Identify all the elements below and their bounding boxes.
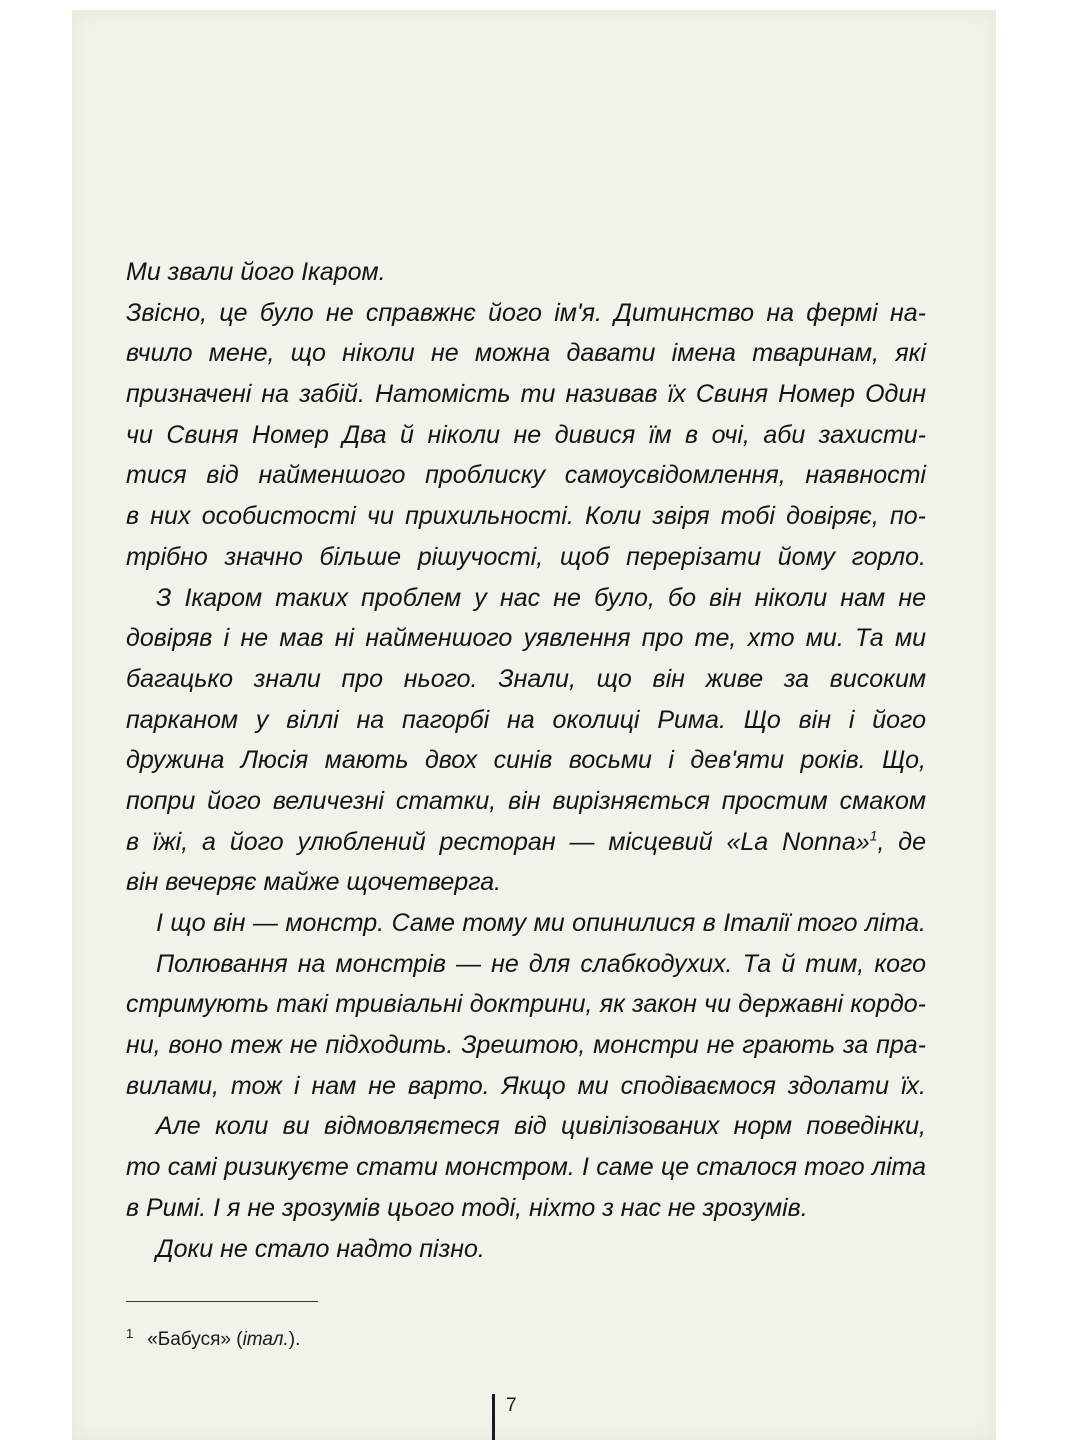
book-page bbox=[72, 10, 996, 1440]
text-line: призначені на забій. Натомість ти називав їх Свиня Номер Один bbox=[126, 380, 926, 409]
text-line: Але коли ви відмовляєтеся від цивілізованих норм поведінки, bbox=[156, 1112, 926, 1141]
text-line-with-footnote bbox=[126, 822, 926, 863]
text-line: Звісно, це було не справжнє його ім'я. Дитинство на фермі на- bbox=[126, 298, 926, 327]
text-line: Доки не стало надто пізно. bbox=[156, 1234, 485, 1263]
text-line: З Ікаром таких проблем у нас не було, бо він ніколи нам не bbox=[156, 583, 926, 612]
text-line: в них особистості чи прихильності. Коли звіря тобі довіряє, по- bbox=[126, 502, 926, 531]
text-line: стримують такі тривіальні доктрини, як закон чи державні кордо- bbox=[126, 990, 926, 1019]
footnote-close: ). bbox=[288, 1329, 301, 1350]
footnote bbox=[126, 1325, 301, 1351]
footnote-mark: 1 bbox=[126, 1325, 134, 1341]
text-segment: в їжі, а його улюблений ресторан — місцевий «La Nonna» bbox=[126, 827, 870, 856]
footnote-abbreviation: італ. bbox=[242, 1329, 289, 1350]
text-line: довіряв і не мав ні найменшого уявлення про те, хто ми. Та ми bbox=[126, 624, 926, 653]
main-text bbox=[126, 252, 926, 1269]
text-line: ни, воно теж не підходить. Зрештою, монстри не грають за пра- bbox=[126, 1031, 926, 1060]
text-line: парканом у віллі на пагорбі на околиці Рима. Що він і його bbox=[126, 705, 926, 734]
text-line: дружина Люсія мають двох синів восьми і дев'яти років. Що, bbox=[126, 746, 926, 775]
text-line: І що він — монстр. Саме тому ми опинилися в Італії того літа. bbox=[156, 909, 926, 937]
footnote-text: «Бабуся» ( bbox=[147, 1329, 243, 1350]
text-line: Полювання на монстрів — не для слабкодухих. Та й тим, кого bbox=[156, 949, 926, 978]
text-line: багацько знали про нього. Знали, що він живе за високим bbox=[126, 664, 926, 693]
page-number: 7 bbox=[506, 1395, 517, 1416]
text-line: то самі ризикуєте стати монстром. І саме це сталося того літа bbox=[126, 1153, 926, 1182]
footnote-reference: 1 bbox=[869, 827, 878, 844]
text-line: попри його величезні статки, він вирізняється простим смаком bbox=[126, 786, 926, 815]
text-line: в Римі. І я не зрозумів цього тоді, ніхто з нас не зрозумів. bbox=[126, 1193, 808, 1222]
text-line: чи Свиня Номер Два й ніколи не дивися їм в очі, аби захисти- bbox=[126, 420, 926, 449]
text-line: вилами, тож і нам не варто. Якщо ми сподіваємося здолати їх. bbox=[126, 1071, 926, 1100]
footnote-divider bbox=[126, 1301, 318, 1302]
text-segment: , де bbox=[877, 827, 926, 856]
text-line: тися від найменшого проблиску самоусвідомлення, наявності bbox=[126, 461, 926, 490]
page-number-bar bbox=[492, 1394, 495, 1440]
text-line: трібно значно більше рішучості, щоб перерізати йому горло. bbox=[126, 542, 926, 571]
text-line: він вечеряє майже щочетверга. bbox=[126, 868, 502, 897]
text-line: Ми звали його Ікаром. bbox=[126, 258, 386, 286]
text-line: вчило мене, що ніколи не можна давати імена тваринам, які bbox=[126, 339, 926, 368]
